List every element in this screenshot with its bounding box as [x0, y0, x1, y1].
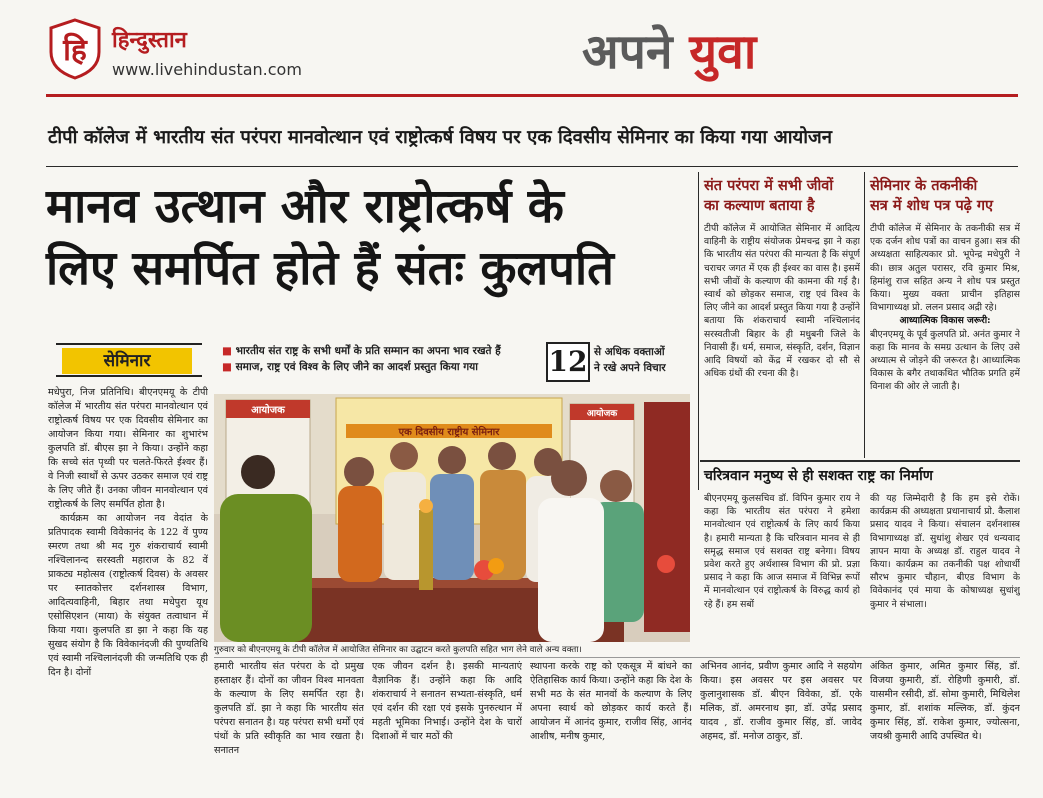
side1-body: टीपी कॉलेज में आयोजित सेमिनार में आदित्य वाहिनी के राष्ट्रीय संयोजक प्रेमचन्द्र झा ने कहा कि भारतीय संत परंपरा की मान्यता है कि संपूर्ण चराचर जगत में एक ही ईश्वर का वास है। इसमें सभी जीवों के कल्याण की कामना की गई है। स्वार्थ को छोड़कर समाज, राष्ट्र एवं विश्व के लिए जीने का आदर्श प्रस्तुत किया गया है उन्होंने बताया कि शंकराचार्य स्वामी नश्चिलानंद सरस्वतीजी बिहार के ही मधुबनी जिले के निवासी हैं। धर्म, समाज, संस्कृति, दर्शन, विज्ञान आदि विषयों को केंद्र में रखकर दो सौ से अधिक ग्रंथों की रचना की है। [704, 223, 860, 380]
kicker-rule [46, 166, 1018, 167]
hindustan-logo-icon [48, 18, 102, 80]
body-col-6: अंकित कुमार, अमित कुमार सिंह, डॉ. विजया कुमारी, डॉ. रोहिणी कुमारी, डॉ. यासमीन रसीदी, डॉ. सोमा कुमारी, मिथिलेश कुमार, डॉ. शशांक मल्लिक, डॉ. कुंदन कुमार सिंह, डॉ. राकेश कुमार, ज्योत्सना, जयश्री कुमारी आदि उपस्थित थे। [870, 661, 1020, 742]
event-photo [214, 394, 690, 642]
section-tag-label: सेमिनार [103, 351, 151, 371]
body-col-2: हमारी भारतीय संत परंपरा के दो प्रमुख हस्ताक्षर हैं। दोनों का जीवन विश्व मानवता के कल्याण के लिए समर्पित रहा है। कुलपति डॉ. झा ने कहा कि भारतीय संत परंपरा सनातन है। यह परंपरा सभी धर्मों एवं पंथों के प्रति स्वीकृति का भाव रखता है। सनातन [214, 661, 364, 756]
masthead-rule [46, 94, 1018, 97]
side2-body: टीपी कॉलेज में सेमिनार के तकनीकी सत्र में एक दर्जन शोध पत्रों का वाचन हुआ। सत्र की अध्यक्षता साहित्यकार प्रो. भूपेन्द्र मधेपुरी ने की। छात्र अतुल परासर, रवि कुमार मिश्र, हिमांशु राज सहित अन्य ने शोध पत्र प्रस्तुत किया। मुख्य वक्ता प्राचीन इतिहास विभागाध्यक्ष प्रो. ललन प्रसाद अद्री रहे। आध्यात्मिक विकास जरूरी: बीएनएमयू के पूर्व कुलपति प्रो. अनंत कुमार ने कहा कि मानव के समग्र उत्थान के लिए उसे अध्यात्म से जोड़ने की जरूरत है। आध्यात्मिक विकास के बगैर तथाकथित भौतिक प्रगति हमें विनाश की ओर ले जाती है। [870, 223, 1020, 393]
section-word-1: अपने [582, 24, 673, 80]
highlight-item: ■ समाज, राष्ट्र एवं विश्व के लिए जीने का आदर्श प्रस्तुत किया गया [222, 361, 478, 373]
kicker: टीपी कॉलेज में भारतीय संत परंपरा मानवोत्थान एवं राष्ट्रोत्कर्ष विषय पर एक दिवसीय सेमिनार का किया गया आयोजन [48, 127, 833, 148]
banner-left-text: आयोजक [251, 405, 285, 416]
section-word-2: युवा [689, 24, 757, 80]
side2-subhead: आध्यात्मिक विकास जरूरी: [899, 315, 991, 327]
side3-top-rule [700, 460, 1020, 462]
stat-box [546, 342, 590, 382]
side3-col-1: बीएनएमयू कुलसचिव डॉ. विपिन कुमार राय ने कहा कि भारतीय संत परंपरा ने हमेशा मानवोत्थान एवं राष्ट्रोत्कर्ष के लिए कार्य किया है। हमारी मान्यता है कि चरित्रवान मानव से ही समृद्ध समाज एवं सशक्त राष्ट्र बनेगा। विषय प्रवेश करते हुए अर्थशास्त्र विभाग की प्रो. प्रज्ञा प्रसाद ने कहा कि आज समाज में विभिन्न रूपों में मानवोत्थान एवं राष्ट्रोत्कर्ष के विरुद्ध कार्य हो रहे हैं। हम सबों [704, 493, 860, 610]
side-divider [864, 172, 865, 458]
brand-name: हिन्दुस्तान [112, 28, 187, 53]
body-col-5: अभिनव आनंद, प्रवीण कुमार आदि ने सहयोग किया। इस अवसर पर इस अवसर पर कुलानुशासक डॉ. बीएन विवेका, डॉ. एके मलिक, डॉ. अमरनाथ झा, डॉ. उपेंद्र प्रसाद यादव , डॉ. राजीव कुमार सिंह, डॉ. जावेद अहमद, डॉ. मनोज ठाकुर, डॉ. [700, 661, 862, 742]
section-title [582, 22, 756, 82]
side3-title: चरित्रवान मनुष्य से ही सशक्त राष्ट्र का निर्माण [704, 468, 933, 484]
brand-url: www.livehindustan.com [112, 60, 302, 79]
side-divider [698, 172, 699, 490]
stat-text: से अधिक वक्ताओं ने रखे अपने विचार [594, 346, 666, 374]
body-col-4: स्थापना करके राष्ट्र को एकसूत्र में बांधने का ऐतिहासिक कार्य किया। उन्होंने कहा कि देश के सभी मठ के संत मानवों के कल्याण के लिए अपना स्वार्थ को छोड़कर कार्य करते हैं। आयोजन में आनंद कुमार, राजीव सिंह, आनंद आशीष, मनीष कुमार, [530, 661, 692, 742]
highlights [222, 343, 544, 375]
photo-caption: गुरुवार को बीएनएमयू के टीपी कॉलेज में आयोजित सेमिनार का उद्घाटन करते कुलपति सहित भाग लेने वाले अन्य वक्ता। [214, 645, 582, 655]
section-tag [56, 343, 202, 377]
side1-title: संत परंपरा में सभी जीवों का कल्याण बताया है [704, 178, 834, 214]
headline [46, 176, 696, 300]
body-paragraph: मधेपुरा, निज प्रतिनिधि। बीएनएमयू के टीपी कॉलेज में भारतीय संत परंपरा मानवोत्थान एवं राष्ट्रोत्कर्ष विषय पर एक दिवसीय सेमिनार का आयोजन किया गया। सेमिनार का शुभारंभ कुलपति डॉ. बीएस झा ने किया। उन्होंने कहा कि सच्चे संत पृथ्वी पर चलते-फिरते ईश्वर हैं। वे निजी स्वार्थों से ऊपर उठकर समाज एवं राष्ट्र के लिए जीते हैं। उनका जीवन मानवोत्थान एवं राष्ट्रोत्कर्ष के लिए समर्पित होता है। [48, 387, 208, 510]
body-col-3: एक जीवन दर्शन है। इसकी मान्यताएं वैज्ञानिक हैं। उन्होंने कहा कि आदि शंकराचार्य ने सनातन सभ्यता-संस्कृति, धर्म एवं दर्शन की रक्षा एवं इसके पुनरुत्थान में महती भूमिका निभाई। उन्होंने देश के चारों दिशाओं में चार मठों की [372, 661, 522, 742]
side3-col-2: की यह जिम्मेदारी है कि हम इसे रोकें। कार्यक्रम की अध्यक्षता प्रधानाचार्य प्रो. कैलाश प्रसाद यादव ने किया। संचालन दर्शनशास्त्र विभागाध्यक्ष डॉ. सुधांशु शेखर एवं धन्यवाद ज्ञापन माया के अध्यक्ष डॉ. राहुल यादव ने किया। कार्यक्रम का तकनीकी पक्ष शोधार्थी सौरभ कुमार चौहान, बीएड विभाग के विवेकानंद एवं माया के कोषाध्यक्ष सुधांशु कुमार ने संभाला। [870, 493, 1020, 610]
stat-number: 12 [548, 345, 588, 378]
side2-title: सेमिनार के तकनीकी सत्र में शोध पत्र पढ़े गए [870, 178, 994, 214]
body-paragraph: कार्यक्रम का आयोजन नव वेदांत के प्रतिपादक स्वामी विवेकानंद के 122 वें पुण्य स्मरण तथा श्री मद गुरु शंकराचार्य स्वामी नश्चिलानन्द सरस्वती महाराज के 82 वें प्राकट्य महोत्सव (राष्ट्रोत्कर्ष दिवस) के अवसर पर स्नातकोत्तर दर्शनशास्त्र विभाग, आदित्यवाहिनी, बिहार तथा मधेपुरा यूथ एसोसिएशन (माया) के संयुक्त तत्वाधान में किया गया। कुलपति डा झा ने कहा कि यह सुखद संयोग है कि विवेकानंदजी की पुण्यतिथि एवं स्वामी नश्चिलानंदजी की जन्मतिथि एक ही दिन है। दोनों [48, 513, 208, 678]
bottom-columns-rule [214, 657, 1020, 658]
headline-line-2: लिए समर्पित होते हैं संतः कुलपति [46, 241, 614, 296]
svg-text:हि: हि [63, 33, 87, 68]
banner-center-text: एक दिवसीय राष्ट्रीय सेमिनार [398, 427, 500, 438]
headline-line-1: मानव उत्थान और राष्ट्रोत्कर्ष के [46, 179, 564, 234]
banner-right-text: आयोजक [586, 409, 618, 419]
body-col-left [48, 386, 208, 790]
highlight-item: ■ भारतीय संत राष्ट्र के सभी धर्मों के प्रति सम्मान का अपना भाव रखते हैं [222, 345, 501, 357]
